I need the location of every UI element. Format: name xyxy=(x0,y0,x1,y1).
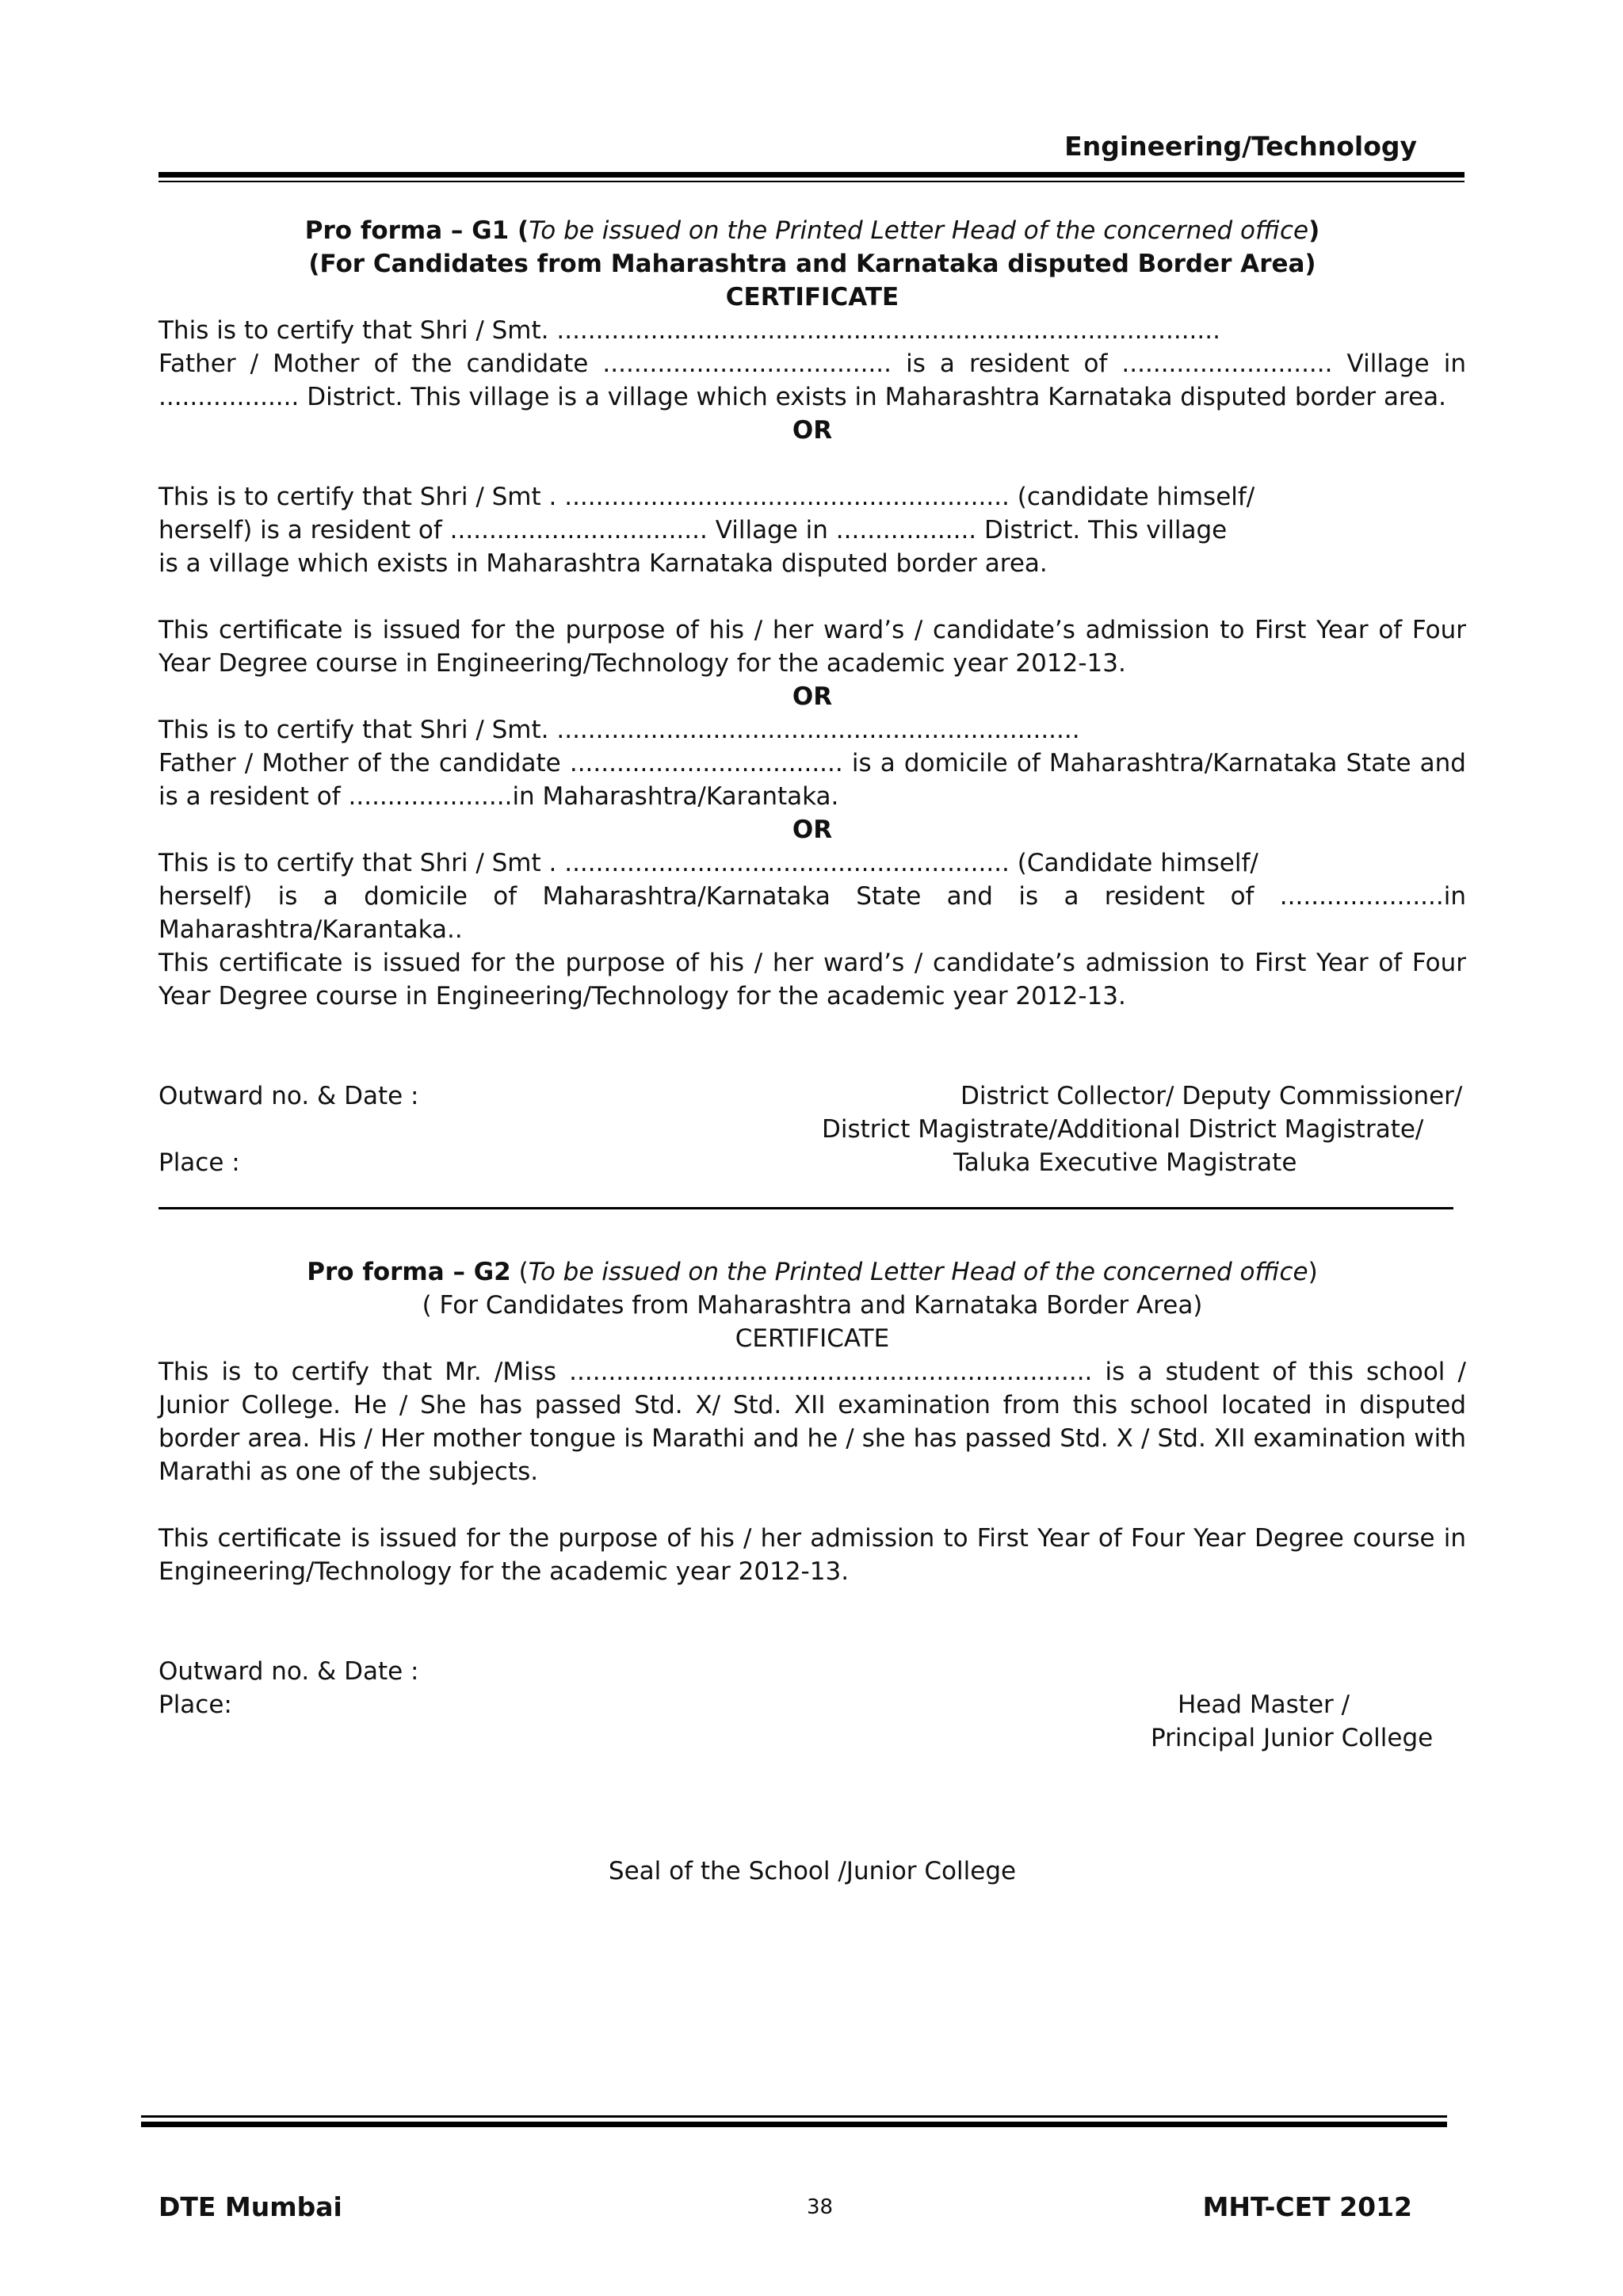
g2-place-label: Place: xyxy=(158,1690,232,1719)
page-number: 38 xyxy=(807,2195,834,2219)
g1-place-label: Place : xyxy=(158,1148,240,1177)
g1-paragraph-2 xyxy=(158,480,1466,580)
g1-p1-line2: Father / Mother of the candidate ..................................... is a resident of ........................... Village in .................. District. This village is a village which exists in Maharashtra Karnataka disputed border area. xyxy=(158,350,1466,411)
g1-heading xyxy=(158,214,1466,247)
g1-paragraph-5 xyxy=(158,846,1466,946)
g1-certificate-label: CERTIFICATE xyxy=(725,283,899,311)
g1-p2-line3: is a village which exists in Maharashtra Karnataka disputed border area. xyxy=(158,549,1048,578)
g1-subheading: (For Candidates from Maharashtra and Karnataka disputed Border Area) xyxy=(308,250,1316,278)
g2-heading-open: ( xyxy=(510,1258,529,1286)
g2-certificate-label: CERTIFICATE xyxy=(735,1324,890,1353)
g2-signatory-line1: Head Master / xyxy=(1178,1690,1350,1719)
header-title: Engineering/Technology xyxy=(1064,131,1417,162)
header-rule-thin xyxy=(158,181,1465,182)
g1-p1-line1: This is to certify that Shri / Smt. ..................................................................................... xyxy=(158,316,1220,345)
footer-right: MHT-CET 2012 xyxy=(1202,2191,1412,2222)
section-divider xyxy=(158,1207,1453,1209)
g1-heading-italic: To be issued on the Printed Letter Head of the concerned office xyxy=(529,216,1309,245)
footer-left: DTE Mumbai xyxy=(158,2191,342,2222)
g1-signatory-line3: Taluka Executive Magistrate xyxy=(953,1148,1297,1177)
g1-or-2: OR xyxy=(792,682,833,711)
g2-signatory-line2: Principal Junior College xyxy=(1151,1724,1434,1752)
g1-p2-line1: This is to certify that Shri / Smt . ......................................................... (candidate himself/ xyxy=(158,483,1255,511)
g1-p4-line1: This is to certify that Shri / Smt. ................................................................... xyxy=(158,716,1080,744)
g1-p4-line2: Father / Mother of the candidate ................................... is a domicile of Maharashtra/Karnataka State and is a resident of .....................in Maharashtra/Karantaka. xyxy=(158,749,1466,811)
g1-signatory-line2: District Magistrate/Additional District Magistrate/ xyxy=(822,1115,1424,1144)
g2-heading xyxy=(158,1255,1466,1289)
g1-p5-line2: herself) is a domicile of Maharashtra/Karnataka State and is a resident of .....................in Maharashtra/Karantaka.. xyxy=(158,882,1466,944)
g1-heading-bold: Pro forma – G1 ( xyxy=(304,216,529,245)
g1-paragraph-3: This certificate is issued for the purpose of his / her ward’s / candidate’s admission to First Year of Four Year Degree course in Engineering/Technology for the academic year 2012-13. xyxy=(158,616,1466,678)
g1-paragraph-6: This certificate is issued for the purpose of his / her ward’s / candidate’s admission to First Year of Four Year Degree course in Engineering/Technology for the academic year 2012-13. xyxy=(158,949,1466,1010)
g1-paragraph-4 xyxy=(158,713,1466,813)
g1-paragraph-1 xyxy=(158,314,1466,414)
g2-heading-bold: Pro forma – G2 xyxy=(307,1258,511,1286)
g2-paragraph-2: This certificate is issued for the purpose of his / her admission to First Year of Four Year Degree course in Engineering/Technology for the academic year 2012-13. xyxy=(158,1524,1466,1586)
g1-p5-line1: This is to certify that Shri / Smt . ......................................................... (Candidate himself/ xyxy=(158,849,1258,877)
g1-or-1: OR xyxy=(792,416,833,445)
g2-subheading: ( For Candidates from Maharashtra and Karnataka Border Area) xyxy=(422,1291,1203,1320)
g1-signatory-line1: District Collector/ Deputy Commissioner/ xyxy=(960,1082,1463,1110)
g2-paragraph-1: This is to certify that Mr. /Miss ................................................................... is a student of this school / Junior College. He / She has passed Std. X/ Std. XII examination from this school located in disputed border area. His / Her mother tongue is Marathi and he / she has passed Std. X / Std. XII examination with Marathi as one of the subjects. xyxy=(158,1358,1466,1486)
g2-heading-italic: To be issued on the Printed Letter Head of the concerned office xyxy=(528,1258,1308,1286)
footer-rule-thick xyxy=(141,2122,1447,2127)
g1-outward-label: Outward no. & Date : xyxy=(158,1082,419,1110)
footer-rule-thin xyxy=(141,2115,1447,2118)
header-rule-thick xyxy=(158,172,1465,178)
g2-outward-label: Outward no. & Date : xyxy=(158,1657,419,1686)
g2-heading-close: ) xyxy=(1308,1258,1318,1286)
g1-heading-close: ) xyxy=(1308,216,1320,245)
g1-p2-line2: herself) is a resident of ................................. Village in .................. District. This village xyxy=(158,516,1228,544)
g2-seal-label: Seal of the School /Junior College xyxy=(608,1857,1017,1885)
g1-or-3: OR xyxy=(792,816,833,844)
